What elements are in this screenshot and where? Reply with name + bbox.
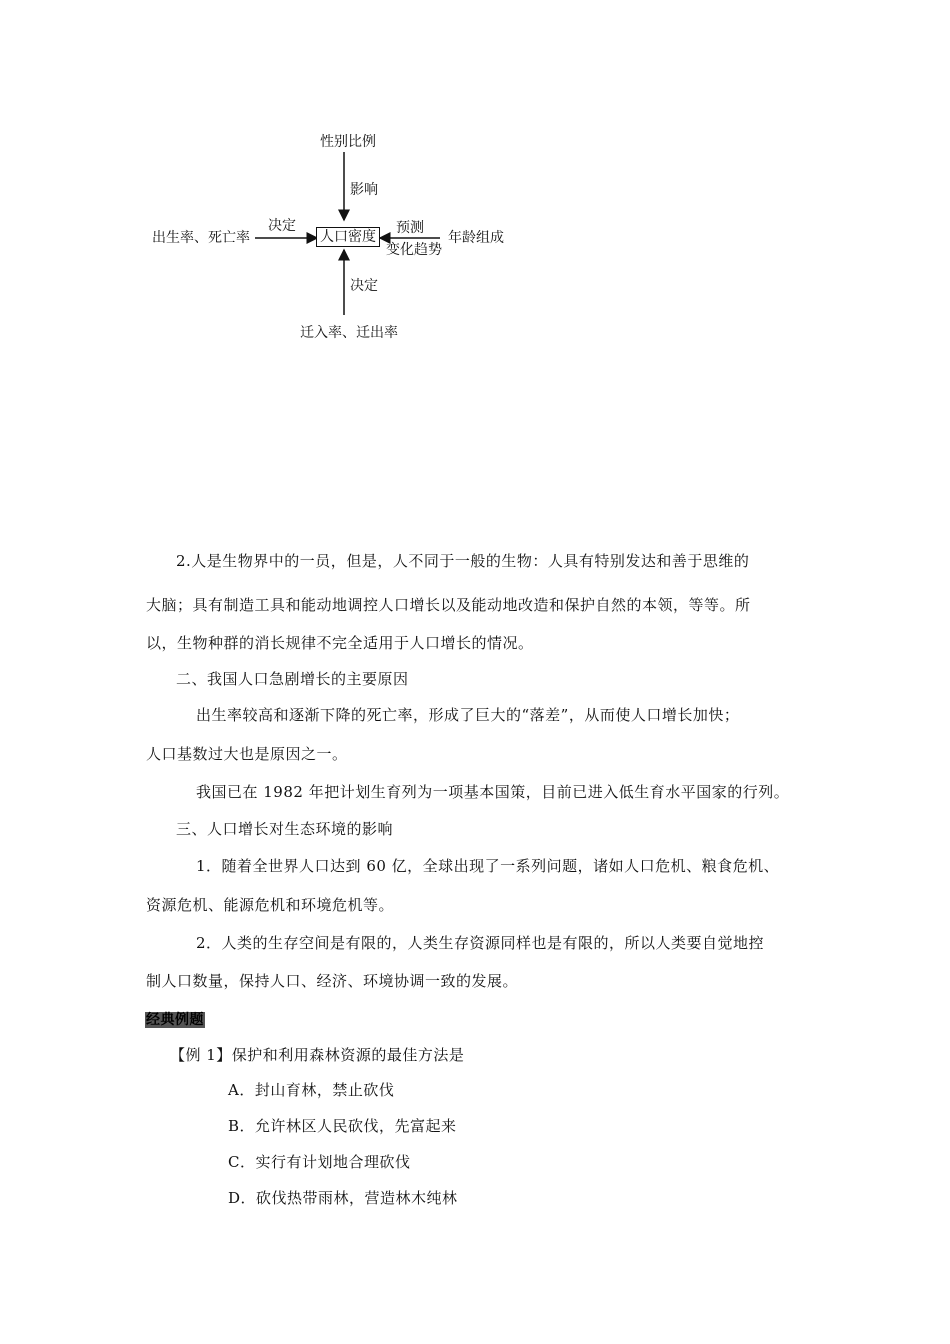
paragraph-line: 我国已在 1982 年把计划生育列为一项基本国策，目前已进入低生育水平国家的行列。 [196, 783, 790, 801]
change-trend-label: 变化趋势 [386, 242, 442, 258]
paragraph-line: 以，生物种群的消长规律不完全适用于人口增长的情况。 [146, 634, 534, 652]
determine-bottom-label: 决定 [350, 278, 378, 294]
migration-rate-label: 迁入率、迁出率 [300, 325, 398, 341]
predict-label: 预测 [396, 220, 424, 236]
option-b: B．允许林区人民砍伐，先富起来 [228, 1117, 457, 1135]
paragraph-line: 2．人类的生存空间是有限的，人类生存资源同样也是有限的，所以人类要自觉地控 [196, 934, 765, 952]
sex-ratio-label: 性别比例 [320, 134, 376, 150]
birth-death-rate-label: 出生率、死亡率 [152, 230, 250, 246]
age-structure-label: 年龄组成 [448, 230, 504, 246]
classic-examples-heading-text: 经典例题 [146, 1012, 204, 1028]
population-density-diagram [140, 120, 540, 360]
section-heading-2: 二、我国人口急剧增长的主要原因 [176, 670, 409, 688]
determine-left-label: 决定 [268, 218, 296, 234]
paragraph-line: 人口基数过大也是原因之一。 [146, 745, 348, 763]
option-d: D．砍伐热带雨林，营造林木纯林 [228, 1189, 458, 1207]
example-question: 【例 1】保护和利用森林资源的最佳方法是 [170, 1046, 465, 1064]
classic-examples-heading [145, 1010, 205, 1029]
population-density-box: 人口密度 [316, 227, 380, 247]
influence-label: 影响 [350, 182, 378, 198]
paragraph-line: 1．随着全世界人口达到 60 亿，全球出现了一系列问题，诸如人口危机、粮食危机、 [196, 857, 780, 875]
paragraph-line: 制人口数量，保持人口、经济、环境协调一致的发展。 [146, 972, 519, 990]
option-a: A．封山育林，禁止砍伐 [228, 1081, 395, 1099]
paragraph-line: 2.人是生物界中的一员，但是，人不同于一般的生物：人具有特别发达和善于思维的 [176, 552, 750, 570]
paragraph-line: 大脑；具有制造工具和能动地调控人口增长以及能动地改造和保护自然的本领，等等。所 [146, 596, 751, 614]
paragraph-line: 资源危机、能源危机和环境危机等。 [146, 896, 395, 914]
section-heading-3: 三、人口增长对生态环境的影响 [176, 820, 394, 838]
paragraph-line: 出生率较高和逐渐下降的死亡率，形成了巨大的“落差”，从而使人口增长加快； [196, 706, 740, 724]
option-c: C．实行有计划地合理砍伐 [228, 1153, 411, 1171]
